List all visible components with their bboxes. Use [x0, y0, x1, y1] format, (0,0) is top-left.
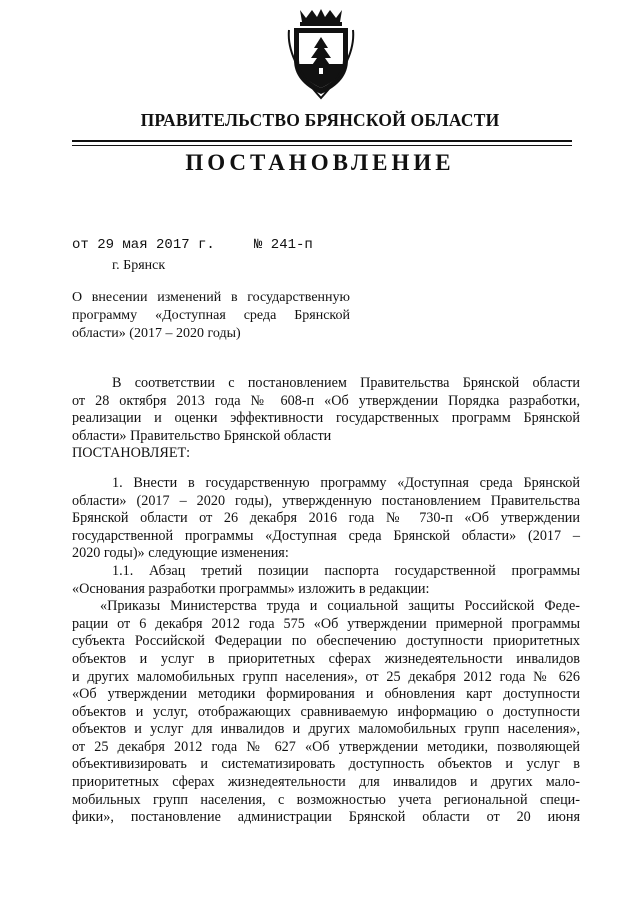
body-line: реализации и оценки эффективности государственных программ Брянской [72, 410, 580, 427]
body-line: от 25 декабря 2012 года № 627 «Об утверждении методики, позволяющей [72, 738, 580, 755]
document-subject: О внесении изменений в государственную программу «Доступная среда Брянской области» (2017 – 2020 годы) [72, 290, 350, 341]
body-line: приоритетных сферах жизнедеятельности для инвалидов и других мало- [72, 774, 580, 791]
header-rule-thin [72, 145, 572, 146]
body-line: 2020 годы)» следующие изменения: [72, 545, 289, 562]
body-line: объектов и услуг для инвалидов и других маломобильных групп населения», [72, 721, 580, 738]
body-line: «Основания разработки программы» изложить в редакции: [72, 580, 430, 597]
document-number: № 241-п [254, 237, 313, 253]
body-line: «Приказы Министерства труда и социальной защиты Российской Феде- [100, 598, 580, 615]
body-line: государственной программы «Доступная среда Брянской области» (2017 – [72, 527, 580, 544]
body-line: фики», постановление администрации Брянской области от 20 июня [72, 809, 580, 826]
body-line: области» (2017 – 2020 годы), утвержденную постановлением Правительства [72, 492, 580, 509]
document-date: от 29 мая 2017 г. [72, 237, 215, 253]
coat-of-arms-icon [286, 8, 356, 100]
document-city: г. Брянск [112, 258, 166, 273]
document-type: ПОСТАНОВЛЕНИЕ [185, 150, 455, 175]
body-line: объективизировать и систематизировать доступность объектов и услуг в [72, 756, 580, 773]
body-line: В соответствии с постановлением Правительства Брянской области [112, 375, 580, 391]
body-line: и других маломобильных групп населения», от 25 декабря 2012 года № 626 [72, 668, 580, 685]
body-line: объектов и услуг, отображающих сравниваемую информацию о доступности [72, 703, 580, 720]
body-line: субъекта Российской Федерации по обеспечению доступности приоритетных [72, 633, 580, 650]
resolves-heading: ПОСТАНОВЛЯЕТ: [72, 445, 191, 462]
body-line: рации от 6 декабря 2012 года 575 «Об утверждении примерной программы [72, 615, 580, 632]
body-line: от 28 октября 2013 года № 608-п «Об утверждении Порядка разработки, [72, 392, 580, 409]
body-line: Брянской области от 26 декабря 2016 года № 730-п «Об утверждении [72, 510, 580, 527]
body-line: мобильных групп населения, с возможностью учета региональной специ- [72, 791, 580, 808]
body-line: области» Правительство Брянской области [72, 427, 332, 444]
document-body [72, 375, 580, 827]
body-line: «Об утверждении методики формирования и обновления карт доступности [72, 686, 580, 703]
government-title: ПРАВИТЕЛЬСТВО БРЯНСКОЙ ОБЛАСТИ [140, 110, 500, 130]
body-line: 1. Внести в государственную программу «Доступная среда Брянской [112, 474, 580, 491]
body-line: 1.1. Абзац третий позиции паспорта государственной программы [112, 562, 580, 579]
body-line: объектов и услуг в приоритетных сферах жизнедеятельности инвалидов [72, 650, 580, 667]
header-rule-thick [72, 140, 572, 142]
